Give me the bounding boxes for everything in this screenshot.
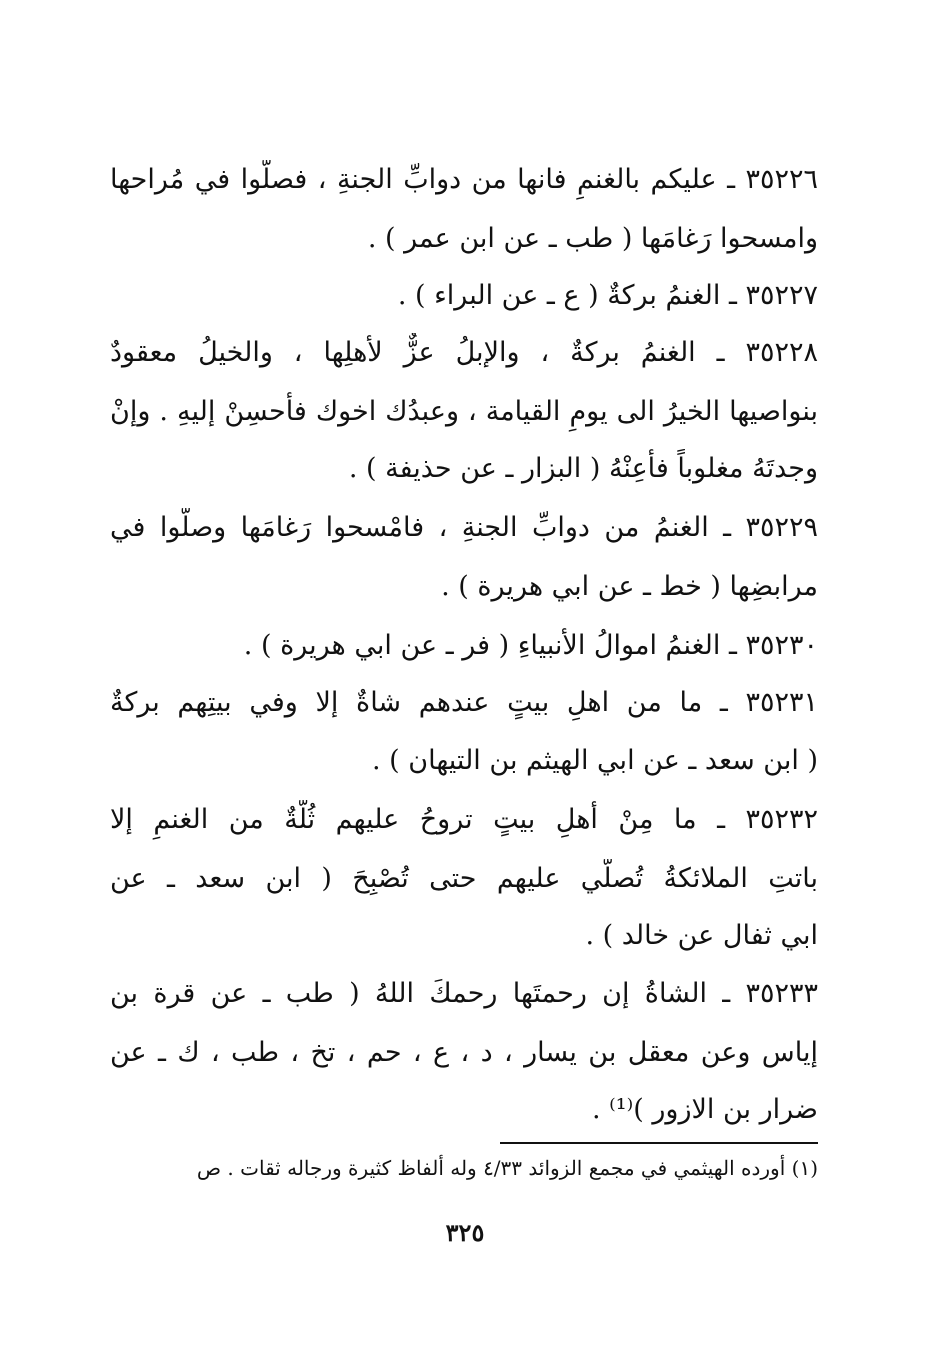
hadith-35228-line-3: وجدتَهُ مغلوباً فأعِنْهُ ( البزار ـ عن حذيفة ) . bbox=[348, 453, 818, 484]
hadith-35229-line-2: مرابضِها ( خط ـ عن ابي هريرة ) . bbox=[441, 571, 818, 602]
hadith-35226-line-1: ٣٥٢٢٦ ـ عليكم بالغنمِ فانها من دوابِّ الجنةِ ، فصلّوا في مُراحها bbox=[110, 164, 818, 195]
hadith-35231-line-1: ٣٥٢٣١ ـ ما من اهلِ بيتٍ عندهم شاةٌ إلا وفي بيتِهم بركةٌ bbox=[110, 687, 818, 718]
footnote: (١) أورده الهيثمي في مجمع الزوائد ٤/٣٣ وله ألفاظ كثيرة ورجاله ثقات . ص bbox=[196, 1156, 818, 1180]
hadith-35230: ٣٥٢٣٠ ـ الغنمُ اموالُ الأنبياءِ ( فر ـ عن ابي هريرة ) . bbox=[243, 630, 818, 661]
hadith-35227: ٣٥٢٢٧ ـ الغنمُ بركةٌ ( ع ـ عن البراء ) . bbox=[397, 280, 818, 311]
hadith-35233-line-3: ضرار بن الازور )⁽¹⁾ . bbox=[592, 1094, 818, 1125]
page-number: ٣٢٥ bbox=[445, 1218, 485, 1247]
hadith-35233-line-2: إياس وعن معقل بن يسار ، د ، ع ، حم ، تخ ، طب ، ك ـ عن bbox=[110, 1037, 818, 1068]
footnote-divider bbox=[500, 1142, 818, 1144]
hadith-35229-line-1: ٣٥٢٢٩ ـ الغنمُ من دوابِّ الجنةِ ، فامْسحوا رَغامَها وصلّوا في bbox=[110, 512, 818, 543]
hadith-35232-line-1: ٣٥٢٣٢ ـ ما مِنْ أهلِ بيتٍ تروحُ عليهم ثُلّةٌ من الغنمِ إلا bbox=[110, 804, 818, 835]
hadith-35232-line-3: ابي ثفال عن خالد ) . bbox=[585, 920, 818, 951]
hadith-35232-line-2: باتتِ الملائكةُ تُصلّي عليهم حتى تُصْبِحَ ( ابن سعد ـ عن bbox=[110, 863, 818, 894]
hadith-35228-line-2: بنواصيها الخيرُ الى يومِ القيامة ، وعبدُك اخوك فأحسِنْ إليهِ . وإنْ bbox=[110, 396, 818, 427]
hadith-35231-line-2: ( ابن سعد ـ عن ابي الهيثم بن التيهان ) . bbox=[372, 745, 818, 776]
hadith-35226-line-2: وامسحوا رَغامَها ( طب ـ عن ابن عمر ) . bbox=[367, 223, 818, 254]
hadith-35228-line-1: ٣٥٢٢٨ ـ الغنمُ بركةٌ ، والإبلُ عزٌّ لأهلِها ، والخيلُ معقودٌ bbox=[110, 337, 818, 368]
hadith-35233-line-1: ٣٥٢٣٣ ـ الشاةُ إن رحمتَها رحمكَ اللهُ ( طب ـ عن قرة بن bbox=[110, 978, 818, 1009]
